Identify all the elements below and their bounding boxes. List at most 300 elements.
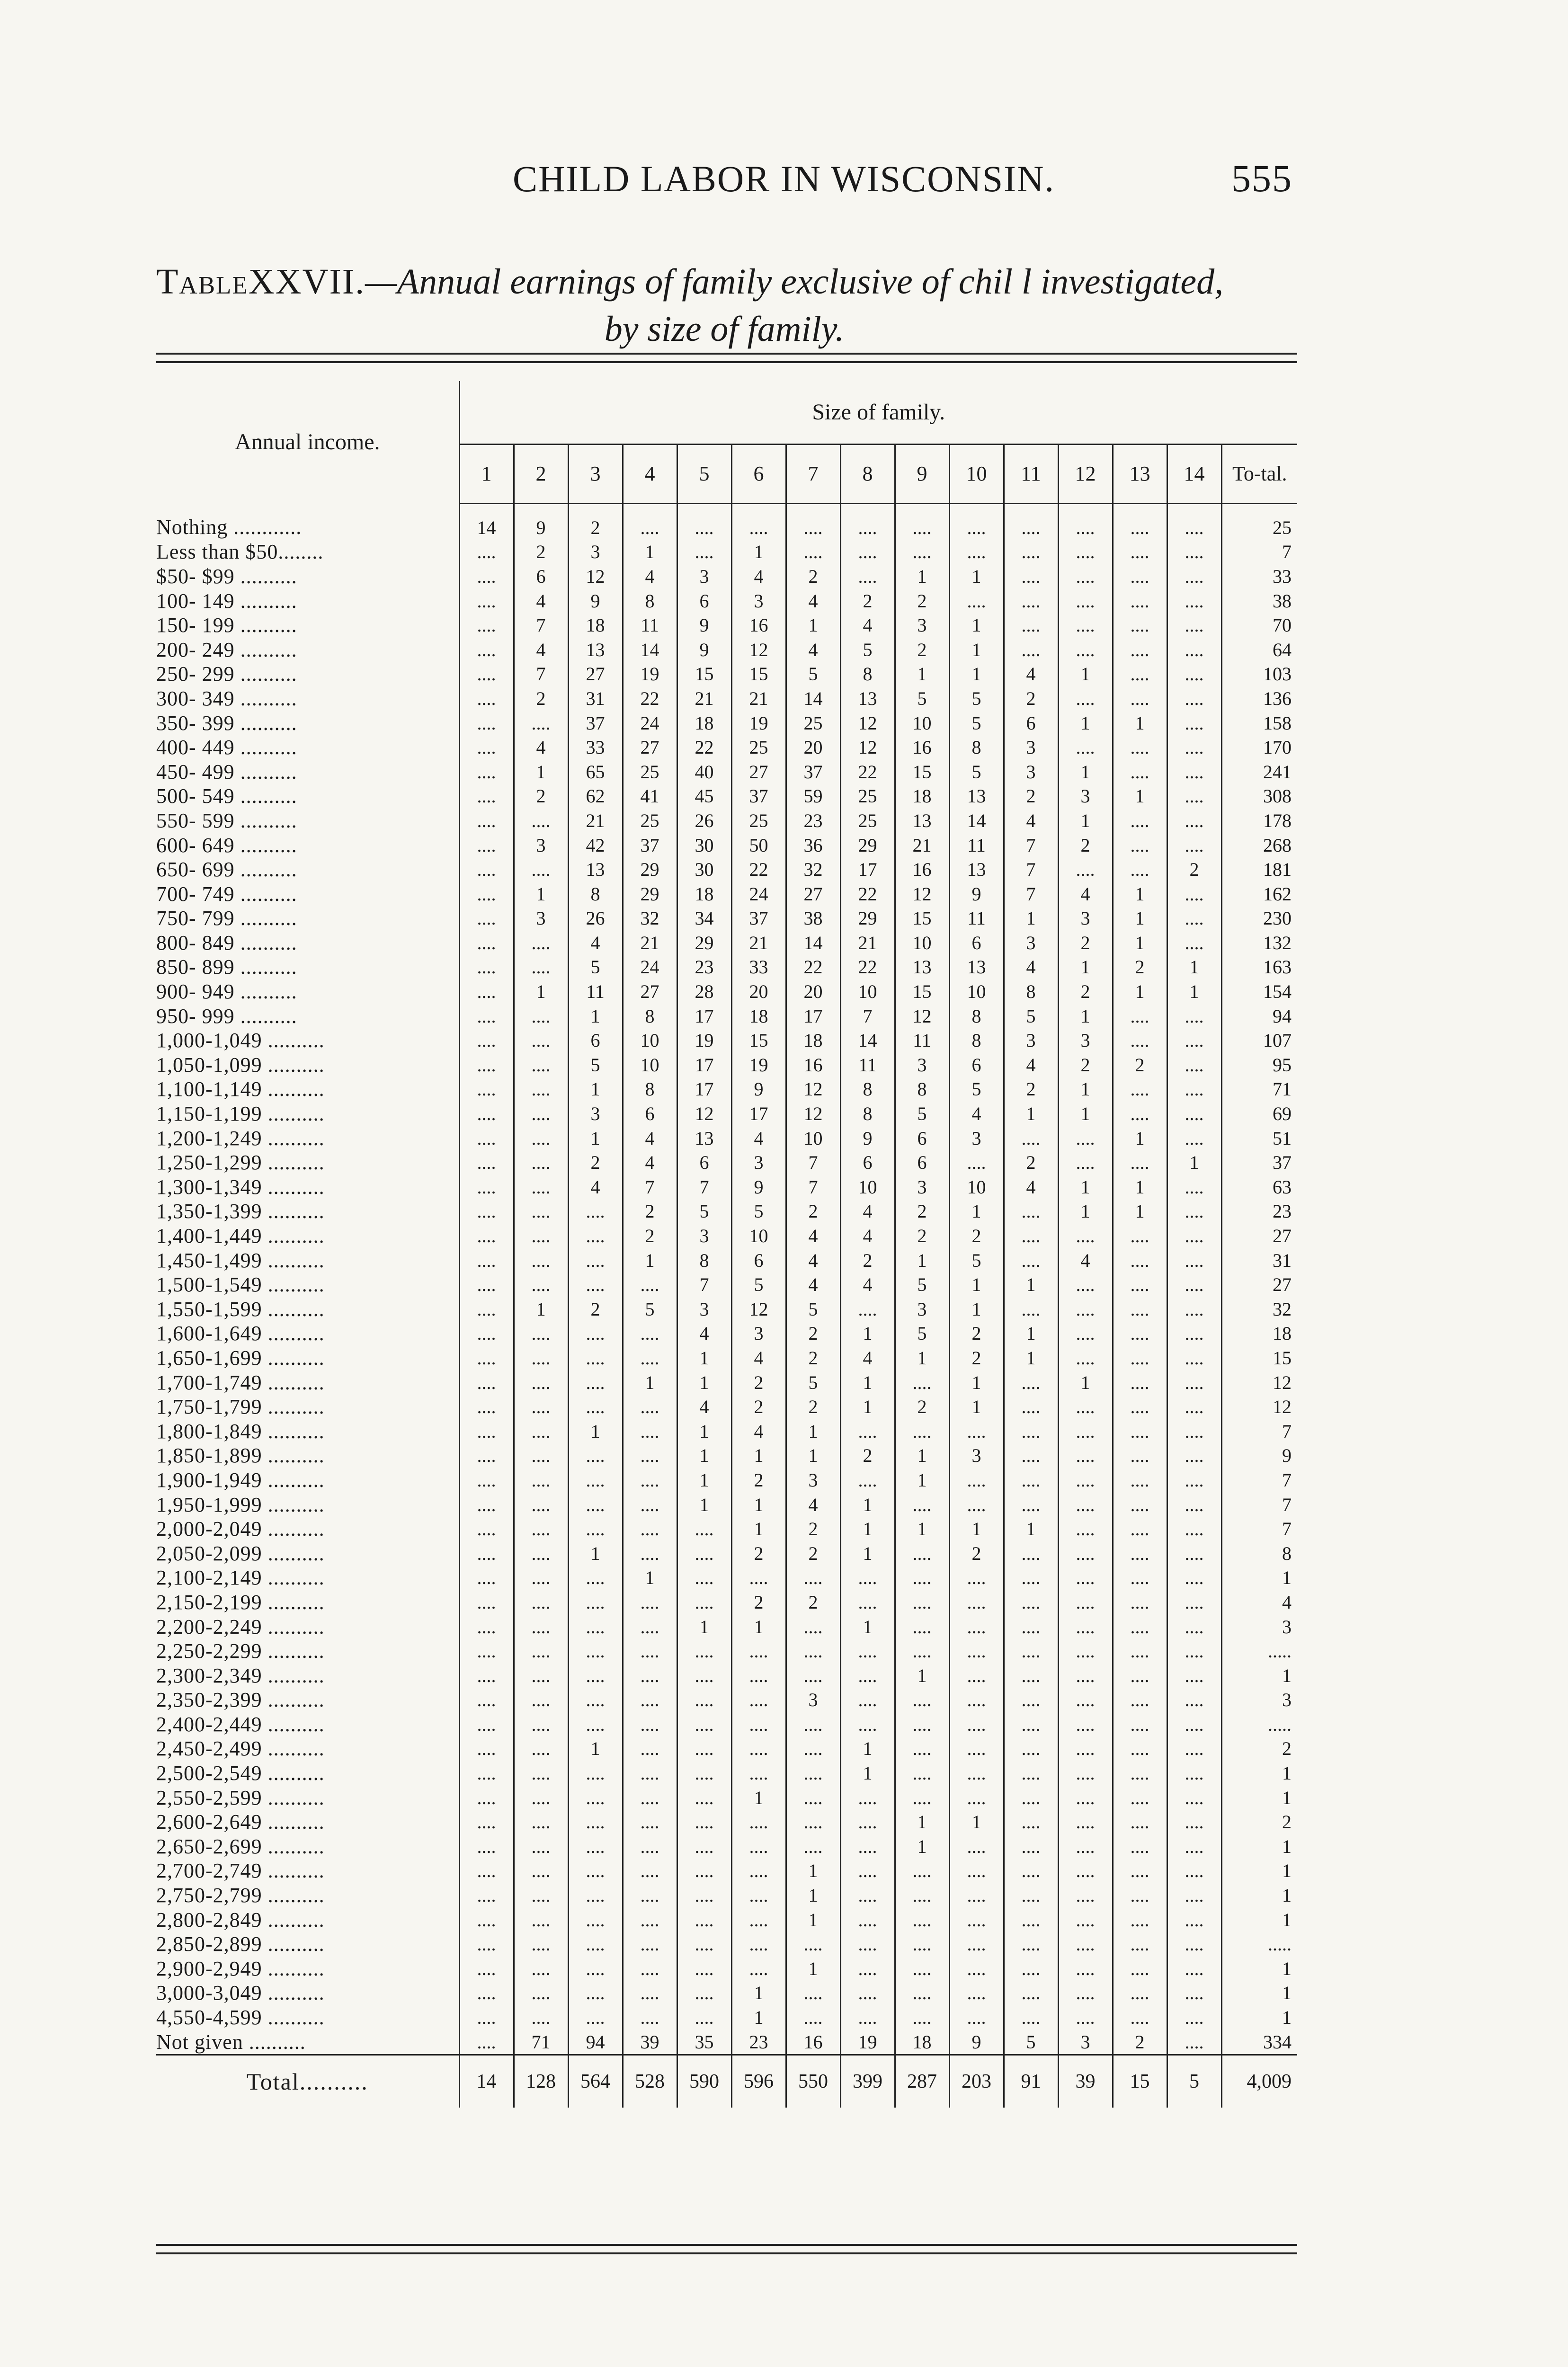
table-cell: .... — [459, 1126, 514, 1151]
table-cell: .... — [623, 1272, 677, 1297]
table-cell: .... — [514, 1590, 568, 1615]
table-cell: .... — [1058, 1761, 1113, 1786]
row-total-cell: 3 — [1221, 1688, 1297, 1713]
table-cell: 12 — [731, 638, 786, 662]
table-cell: .... — [1167, 1932, 1221, 1957]
row-label: $50- $99 .......... — [156, 564, 297, 588]
table-cell: 4 — [1004, 809, 1058, 833]
table-cell: 5 — [731, 1272, 786, 1297]
table-cell: .... — [1167, 931, 1221, 955]
table-cell: .... — [459, 1590, 514, 1615]
table-cell: .... — [1058, 1786, 1113, 1810]
table-row — [156, 1957, 1297, 1981]
table-cell: 4 — [840, 1346, 895, 1370]
table-cell: 17 — [677, 1077, 731, 1102]
table-cell: .... — [677, 1639, 731, 1664]
table-cell: .... — [786, 1786, 840, 1810]
table-cell: .... — [459, 1615, 514, 1639]
table-cell: .... — [568, 1908, 623, 1932]
table-cell: 17 — [731, 1102, 786, 1126]
table-cell: .... — [1113, 1761, 1167, 1786]
table-cell: .... — [1113, 735, 1167, 760]
table-row — [156, 1688, 1297, 1713]
table-cell: 5 — [786, 1297, 840, 1322]
table-cell: .... — [459, 1322, 514, 1346]
table-cell: .... — [459, 1664, 514, 1688]
table-cell: .... — [1167, 833, 1221, 858]
table-cell: 3 — [1004, 1028, 1058, 1053]
table-cell: .... — [514, 2005, 568, 2030]
table-cell: 1 — [731, 1517, 786, 1541]
table-cell: 10 — [840, 979, 895, 1004]
table-cell: .... — [840, 1786, 895, 1810]
row-total-cell: 308 — [1221, 784, 1297, 809]
table-cell: 9 — [949, 882, 1004, 907]
table-row — [156, 1028, 1297, 1053]
row-label: 350- 399 .......... — [156, 711, 297, 735]
table-cell: 20 — [786, 979, 840, 1004]
table-cell: 27 — [568, 662, 623, 687]
table-cell: .... — [459, 1444, 514, 1468]
table-cell: .... — [1167, 1444, 1221, 1468]
table-cell: .... — [786, 1566, 840, 1591]
table-cell: .... — [623, 1517, 677, 1541]
table-cell: .... — [1167, 1126, 1221, 1151]
table-cell: .... — [1167, 1297, 1221, 1322]
row-label: 150- 199 .......... — [156, 614, 297, 637]
table-cell: .... — [840, 1908, 895, 1932]
table-cell: 29 — [623, 857, 677, 882]
table-row — [156, 1541, 1297, 1566]
table-cell: 3 — [895, 613, 949, 638]
table-cell: .... — [1113, 1419, 1167, 1444]
table-cell: 37 — [731, 907, 786, 931]
row-total-cell: 3 — [1221, 1615, 1297, 1639]
row-label: 1,000-1,049 .......... — [156, 1029, 325, 1052]
table-cell: .... — [677, 1664, 731, 1688]
table-cell: 9 — [677, 638, 731, 662]
column-header-total: To-tal. — [1221, 445, 1297, 504]
table-cell: 1 — [895, 564, 949, 589]
table-cell: 4 — [840, 1200, 895, 1224]
table-cell: 2 — [786, 1541, 840, 1566]
table-cell: .... — [1058, 1346, 1113, 1370]
table-row — [156, 1859, 1297, 1884]
table-cell: .... — [514, 1834, 568, 1859]
table-cell: 16 — [731, 613, 786, 638]
table-cell: 8 — [677, 1248, 731, 1273]
table-cell: 6 — [949, 931, 1004, 955]
table-cell: .... — [623, 1468, 677, 1493]
table-cell: 16 — [895, 735, 949, 760]
column-total-cell: 287 — [895, 2055, 949, 2108]
table-cell: 2 — [786, 1517, 840, 1541]
table-cell: .... — [459, 907, 514, 931]
table-row — [156, 1590, 1297, 1615]
table-cell: 14 — [840, 1028, 895, 1053]
table-cell: .... — [1167, 1590, 1221, 1615]
table-cell: 28 — [677, 979, 731, 1004]
table-cell: .... — [1167, 1761, 1221, 1786]
table-cell: .... — [514, 1737, 568, 1762]
table-cell: .... — [1167, 1004, 1221, 1029]
table-cell: .... — [1058, 613, 1113, 638]
table-cell: .... — [1113, 2005, 1167, 2030]
table-cell: .... — [1058, 1224, 1113, 1248]
column-header-size-9: 9 — [895, 445, 949, 504]
table-cell: .... — [459, 613, 514, 638]
table-cell: .... — [840, 1297, 895, 1322]
table-cell: .... — [949, 1493, 1004, 1517]
row-total-cell: 181 — [1221, 857, 1297, 882]
column-total-cell: 590 — [677, 2055, 731, 2108]
table-cell: .... — [459, 857, 514, 882]
table-row — [156, 1883, 1297, 1908]
table-cell: 1 — [895, 1444, 949, 1468]
table-cell: 45 — [677, 784, 731, 809]
total-row — [156, 2055, 1297, 2108]
table-cell: 1 — [1058, 1175, 1113, 1200]
table-cell: .... — [786, 1810, 840, 1834]
table-cell: .... — [568, 2005, 623, 2030]
table-cell: 9 — [514, 504, 568, 540]
table-cell: .... — [459, 1541, 514, 1566]
table-cell: 9 — [731, 1077, 786, 1102]
table-cell: .... — [459, 1834, 514, 1859]
row-label: 2,350-2,399 .......... — [156, 1688, 325, 1712]
table-cell: 6 — [677, 1150, 731, 1175]
table-cell: .... — [1113, 1859, 1167, 1884]
table-cell: .... — [1058, 1834, 1113, 1859]
table-row — [156, 1102, 1297, 1126]
table-cell: .... — [459, 540, 514, 565]
table-cell: 7 — [677, 1272, 731, 1297]
table-cell: 10 — [623, 1053, 677, 1077]
table-cell: .... — [568, 1957, 623, 1981]
table-cell: .... — [1113, 1517, 1167, 1541]
table-cell: .... — [1113, 1395, 1167, 1419]
table-cell: 2 — [786, 1322, 840, 1346]
table-cell: 27 — [731, 760, 786, 784]
row-label: 2,450-2,499 .......... — [156, 1737, 325, 1761]
table-cell: .... — [1004, 1126, 1058, 1151]
table-cell: 14 — [949, 809, 1004, 833]
table-cell: .... — [1113, 504, 1167, 540]
table-cell: .... — [786, 1639, 840, 1664]
table-cell: 6 — [1004, 711, 1058, 736]
table-row — [156, 857, 1297, 882]
table-cell: .... — [459, 1468, 514, 1493]
table-cell: 2 — [895, 589, 949, 614]
row-label: 1,250-1,299 .......... — [156, 1151, 325, 1175]
table-cell: .... — [840, 1664, 895, 1688]
table-cell: 3 — [568, 1102, 623, 1126]
table-cell: .... — [1167, 1981, 1221, 2006]
table-cell: 62 — [568, 784, 623, 809]
table-cell: .... — [840, 2005, 895, 2030]
table-cell: 1 — [895, 1664, 949, 1688]
table-cell: 1 — [623, 1370, 677, 1395]
table-cell: 2 — [786, 1200, 840, 1224]
row-label: 1,050-1,099 .......... — [156, 1053, 325, 1077]
table-cell: .... — [677, 1761, 731, 1786]
row-total-cell: 1 — [1221, 1761, 1297, 1786]
top-double-rule — [156, 353, 1297, 363]
table-cell: .... — [568, 1517, 623, 1541]
table-cell: 18 — [786, 1028, 840, 1053]
table-cell: 1 — [949, 1297, 1004, 1322]
table-caption — [156, 258, 1292, 353]
row-total-cell: 1 — [1221, 1859, 1297, 1884]
page-number: 555 — [1231, 157, 1292, 200]
table-row — [156, 1639, 1297, 1664]
table-cell: 4 — [1004, 955, 1058, 980]
table-cell: .... — [949, 1737, 1004, 1762]
table-cell: 15 — [677, 662, 731, 687]
size-of-family-header: Size of family. — [459, 381, 1297, 445]
table-cell: .... — [1004, 1590, 1058, 1615]
table-cell: .... — [949, 1615, 1004, 1639]
table-cell: 1 — [786, 1859, 840, 1884]
table-cell: .... — [1167, 1737, 1221, 1762]
table-cell: .... — [731, 1761, 786, 1786]
table-cell: .... — [840, 1688, 895, 1713]
table-cell: .... — [1167, 1200, 1221, 1224]
table-cell: 7 — [514, 613, 568, 638]
table-cell: 1 — [568, 1126, 623, 1151]
table-cell: .... — [1004, 1248, 1058, 1273]
table-cell: 4 — [840, 1272, 895, 1297]
row-total-cell: 1 — [1221, 1834, 1297, 1859]
row-total-cell: 7 — [1221, 1517, 1297, 1541]
table-cell: .... — [514, 1126, 568, 1151]
row-total-cell: 8 — [1221, 1541, 1297, 1566]
table-cell: .... — [1113, 540, 1167, 565]
table-cell: 7 — [840, 1004, 895, 1029]
table-cell: 4 — [786, 1224, 840, 1248]
table-cell: .... — [1167, 1712, 1221, 1737]
table-cell: .... — [949, 1468, 1004, 1493]
table-cell: .... — [1058, 1859, 1113, 1884]
table-cell: .... — [1058, 1688, 1113, 1713]
table-cell: 6 — [514, 564, 568, 589]
row-label: 2,700-2,749 .......... — [156, 1859, 325, 1883]
table-cell: 5 — [1004, 2030, 1058, 2055]
table-cell: .... — [949, 540, 1004, 565]
table-cell: .... — [459, 1786, 514, 1810]
table-cell: .... — [1004, 1786, 1058, 1810]
table-cell: 5 — [840, 638, 895, 662]
table-cell: 1 — [949, 1395, 1004, 1419]
table-cell: 16 — [786, 2030, 840, 2055]
table-cell: .... — [623, 1712, 677, 1737]
table-cell: 5 — [895, 686, 949, 711]
table-cell: 19 — [677, 1028, 731, 1053]
table-cell: .... — [1167, 1908, 1221, 1932]
row-total-cell: 7 — [1221, 1468, 1297, 1493]
table-cell: 1 — [949, 613, 1004, 638]
table-cell: 2 — [1004, 1150, 1058, 1175]
table-cell: 4 — [1004, 662, 1058, 687]
table-cell: .... — [677, 504, 731, 540]
table-cell: .... — [459, 1566, 514, 1591]
table-cell: .... — [1004, 1419, 1058, 1444]
table-cell: 22 — [677, 735, 731, 760]
row-label: 1,800-1,849 .......... — [156, 1419, 325, 1443]
table-cell: .... — [949, 1712, 1004, 1737]
row-total-cell: 15 — [1221, 1346, 1297, 1370]
table-cell: 21 — [895, 833, 949, 858]
table-cell: .... — [1004, 1639, 1058, 1664]
table-cell: .... — [459, 1200, 514, 1224]
row-label: 1,700-1,749 .......... — [156, 1370, 325, 1394]
table-cell: 10 — [949, 979, 1004, 1004]
table-cell: .... — [1167, 1370, 1221, 1395]
table-cell: .... — [1113, 638, 1167, 662]
table-cell: .... — [1167, 589, 1221, 614]
table-cell: 32 — [786, 857, 840, 882]
table-cell: .... — [459, 686, 514, 711]
table-cell: 1 — [949, 564, 1004, 589]
table-cell: 5 — [568, 1053, 623, 1077]
table-row — [156, 1932, 1297, 1957]
table-cell: .... — [895, 1786, 949, 1810]
table-cell: 1 — [623, 1566, 677, 1591]
table-cell: .... — [459, 1859, 514, 1884]
table-cell: 5 — [677, 1200, 731, 1224]
table-cell: .... — [840, 1590, 895, 1615]
table-cell: 1 — [514, 979, 568, 1004]
table-row — [156, 1834, 1297, 1859]
table-cell: .... — [459, 1932, 514, 1957]
table-cell: .... — [895, 1566, 949, 1591]
table-row — [156, 638, 1297, 662]
table-cell: .... — [786, 2005, 840, 2030]
table-row — [156, 589, 1297, 614]
table-cell: .... — [731, 1810, 786, 1834]
table-cell: 5 — [949, 686, 1004, 711]
table-cell: .... — [568, 1981, 623, 2006]
table-cell: 13 — [568, 638, 623, 662]
table-cell: .... — [514, 1248, 568, 1273]
table-cell: .... — [1113, 1493, 1167, 1517]
table-cell: .... — [459, 2005, 514, 2030]
table-row — [156, 1248, 1297, 1273]
table-cell: .... — [840, 1932, 895, 1957]
table-cell: .... — [895, 1908, 949, 1932]
table-cell: 8 — [623, 589, 677, 614]
table-cell: .... — [623, 1688, 677, 1713]
table-row — [156, 1664, 1297, 1688]
table-cell: 1 — [568, 1004, 623, 1029]
table-cell: .... — [1167, 1493, 1221, 1517]
row-label: 250- 299 .......... — [156, 662, 297, 686]
table-cell: 12 — [840, 735, 895, 760]
table-cell: 13 — [949, 857, 1004, 882]
table-cell: 59 — [786, 784, 840, 809]
table-cell: .... — [1167, 504, 1221, 540]
table-cell: .... — [1167, 1395, 1221, 1419]
table-cell: .... — [949, 1639, 1004, 1664]
row-label: 2,100-2,149 .......... — [156, 1566, 325, 1590]
table-cell: 25 — [786, 711, 840, 736]
table-cell: .... — [623, 1395, 677, 1419]
table-cell: 10 — [786, 1126, 840, 1151]
table-cell: .... — [459, 1077, 514, 1102]
column-header-size-14: 14 — [1167, 445, 1221, 504]
table-cell: .... — [1113, 1834, 1167, 1859]
row-label: 850- 899 .......... — [156, 955, 297, 979]
table-cell: .... — [459, 662, 514, 687]
table-cell: .... — [1058, 735, 1113, 760]
row-label: 2,250-2,299 .......... — [156, 1639, 325, 1663]
table-cell: .... — [514, 1541, 568, 1566]
table-cell: .... — [568, 1493, 623, 1517]
row-label: 1,750-1,799 .......... — [156, 1395, 325, 1419]
table-cell: 11 — [840, 1053, 895, 1077]
table-cell: .... — [1058, 1981, 1113, 2006]
table-cell: 1 — [1004, 1346, 1058, 1370]
table-cell: .... — [786, 1712, 840, 1737]
table-cell: .... — [459, 1957, 514, 1981]
table-cell: .... — [895, 1761, 949, 1786]
table-cell: 22 — [623, 686, 677, 711]
table-cell: .... — [1167, 711, 1221, 736]
table-row — [156, 1077, 1297, 1102]
table-cell: 27 — [786, 882, 840, 907]
table-row — [156, 686, 1297, 711]
table-cell: 21 — [731, 931, 786, 955]
column-total-cell: 399 — [840, 2055, 895, 2108]
table-cell: 13 — [895, 809, 949, 833]
table-cell: .... — [1058, 1322, 1113, 1346]
table-cell: .... — [459, 931, 514, 955]
table-cell: .... — [1004, 2005, 1058, 2030]
table-cell: 5 — [895, 1322, 949, 1346]
table-cell: .... — [623, 1981, 677, 2006]
table-cell: 7 — [677, 1175, 731, 1200]
table-cell: 2 — [949, 1541, 1004, 1566]
table-cell: .... — [1004, 1981, 1058, 2006]
table-cell: 8 — [949, 735, 1004, 760]
table-cell: .... — [1058, 1566, 1113, 1591]
table-cell: .... — [1167, 1175, 1221, 1200]
table-cell: .... — [1167, 1566, 1221, 1591]
table-cell: .... — [568, 1468, 623, 1493]
table-cell: 18 — [677, 882, 731, 907]
table-row — [156, 504, 1297, 540]
table-cell: .... — [1113, 686, 1167, 711]
table-cell: 3 — [1004, 931, 1058, 955]
row-total-cell: 1 — [1221, 1883, 1297, 1908]
row-label: 300- 349 .......... — [156, 686, 297, 710]
table-cell: 10 — [731, 1224, 786, 1248]
table-cell: 8 — [949, 1028, 1004, 1053]
table-cell: .... — [677, 1566, 731, 1591]
table-cell: 1 — [895, 1346, 949, 1370]
table-cell: 4 — [623, 1126, 677, 1151]
table-cell: 7 — [1004, 882, 1058, 907]
table-cell: .... — [1004, 1688, 1058, 1713]
table-row — [156, 662, 1297, 687]
table-cell: 2 — [1113, 1053, 1167, 1077]
table-cell: 14 — [786, 686, 840, 711]
table-cell: .... — [623, 1322, 677, 1346]
table-cell: .... — [949, 1590, 1004, 1615]
table-cell: .... — [1058, 589, 1113, 614]
table-cell: .... — [514, 1053, 568, 1077]
row-total-cell: 32 — [1221, 1297, 1297, 1322]
